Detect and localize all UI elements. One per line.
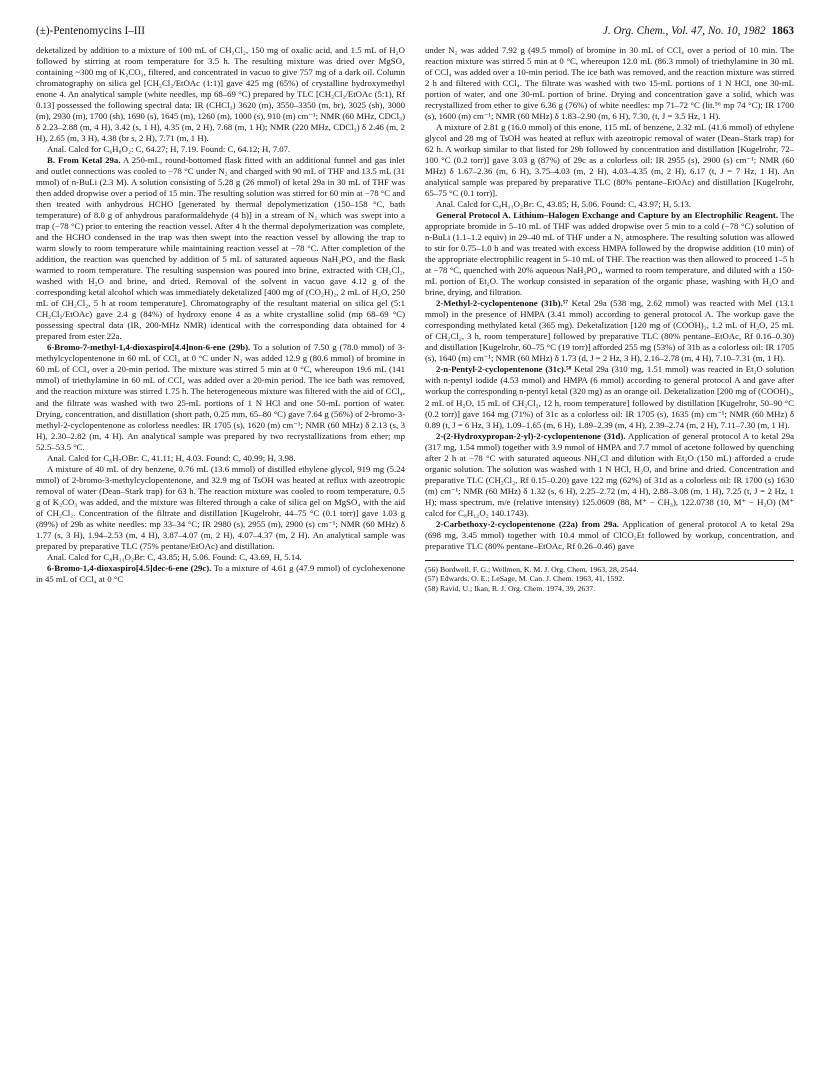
paragraph-text: Application of general protocol A to ketal 29a (698 mg, 3.45 mmol) together with 10.4 mmol of ClCO₂Et followed by workup, concentration, and preparative TLC (80% pentane–EtOAc, Rf 0.26–0.46) gave: [425, 518, 794, 551]
paragraph: [425, 519, 794, 552]
footnote: (56) Bordwell, F. G.; Wellmen, K. M. J. Org. Chem. 1963, 28, 2544.: [425, 564, 639, 574]
paragraph: [36, 563, 405, 585]
paragraph-text: A 250-mL, round-bottomed flask fitted with an additional funnel and gas inlet and outlet connections was cooled to −78 °C under N₂ and charged with 90 mL of THF and 13.5 mL (31 mmol) of n-BuLi (2.3 M). A solution consisting of 5.28 g (26 mmol) of ketal 29a in 30 mL of THF was then added dropwise over a period of 15 min. The resulting solution was stirred for 60 min at −78 °C and then treated with anhydrous HCHO [generated by thermal depolymerization (150–158 °C, bath temperature) of 8.0 g of anhydrous paraformaldehyde (4 h)] in a stream of N₂ which was swept into a trap (−78 °C) prior to entering the reaction vessel. After 4 h the thermal depolymerization was complete, and the HCHO condensed in the trap was then swept into the reaction vessel by allowing the trap to warm slowly to room temperature while maintaining reaction vessel at −78 °C. After completion of the addition, the reaction was quenched by addition of 5 mL of saturated aqueous NaH₂PO₄ and the flask warmed to room temperature. The resulting suspension was poured into brine, extracted with CH₂Cl₂, washed with H₂O and brine, and dried. Removal of the solvent in vacuo gave 4.12 g of the corresponding ketal alcohol which was immediately deketalized [400 mg of (CO₂H)₂, 2 mL of H₂O, 250 mL of CH₂Cl₂, 5 h at room temperature]. Chromatography of the resultant material on silica gel (5:1 CH₂Cl₂/EtOAc) gave 2.4 g (84%) of hydroxy enone 4 as a white crystalline solid (mp 68–69 °C) possessing spectral data (IR, 200-MHz NMR) identical with the corresponding data obtained for 4 prepared from ester 22a.: [36, 155, 405, 342]
paragraph: [425, 210, 794, 298]
footnote: (57) Edwards, O. E.; LeSage, M. Can. J. Chem. 1963, 41, 1592.: [425, 574, 625, 584]
paragraph-text: To a solution of 7.50 g (78.0 mmol) of 3-methylcyclopentenone in 60 mL of CCl₄ at 0 °C under N₂ was added 12.9 g (80.6 mmol) of bromine in 60 mL of CCl₄ over a 20-min period. The mixture was stirred 5 min at 0 °C, whereupon 19.6 mL (141 mmol) of triethylamine in 60 mL of CCl₄ was added over a 20-min period. The ice bath was removed, and the reaction mixture was stirred 1.75 h. The heterogeneous mixture was filtered with the aid of CCl₄, and the filtrate was washed with two 25-mL portions of 1 N HCl and one 50-mL portion of water. Drying, concentration, and distillation (short path, 0.25 mm, 65–80 °C) gave 7.64 g (56%) of 2-bromo-3-methyl-2-cyclopentenone as colorless needles: IR 1705 (s), 1620 (m) cm⁻¹; NMR (60 MHz) δ 2.13 (s, 3 H), 2.30–2.82 (m, 4 H). An analytical sample was prepared by two recrystallizations from ether; mp 52.5–53.5 °C.: [36, 342, 405, 452]
paragraph-text: under N₂ was added 7.92 g (49.5 mmol) of bromine in 30 mL of CCl₄ over a period of 10 min. The reaction mixture was stirred 5 min at 0 °C, whereupon 12.0 mL (86.3 mmol) of triethylamine in 30 mL of CCl₄ was added over a 10-min period. The ice bath was removed, and the reaction mixture was stirred 2 h and filtered with CCl₄. The filtrate was washed with two 15-mL portions of 1 N HCl, one 30-mL portion of water, and one 30-mL portion of brine. Drying and concentration gave a solid, which was recrystallized from ether to give 6.36 g (76%) of white needles: mp 71–72 °C (lit.⁵⁶ mp 74 °C); IR 1700 (s), 1600 (m) cm⁻¹; NMR (60 MHz) δ 1.83–2.90 (m, 6 H), 7.30, (t, J = 3.5 Hz, 1 H).: [425, 45, 794, 122]
section-heading: 6-Bromo-7-methyl-1,4-dioxaspiro[4.4]non-6-ene (29b).: [47, 342, 251, 353]
page-number: 1863: [771, 25, 794, 37]
paragraph: [36, 155, 405, 342]
paragraph-text: The appropriate bromide in 5–10 mL of THF was added dropwise over 5 min to a cold (−78 °C) solution of n-BuLi (1.1–1.2 equiv) in 29–40 mL of THF under a N₂ atmosphere. The resulting solution was allowed to stir for 0.75–1.0 h and was treated with excess HMPA followed by the dropwise addition (10 min) of the appropriate electrophilic reagent in 5–10 mL of THF. The reaction was then allowed to proceed 1–5 h at −78 °C, quenched with 20% aqueous NaH₂PO₄, warmed to room temperature, and diluted with a 150-mL portion of Et₂O. The workup consisted in separation of the organic phase, washing with H₂O and brine, drying, and filtration.: [425, 210, 794, 298]
paragraph-text: Anal. Calcd for C₈H₁₁O₂Br: C, 43.85; H, 5.06. Found: C, 43.69, H, 5.14.: [47, 551, 302, 562]
right-column-body: [425, 45, 794, 552]
paragraph: [425, 45, 794, 122]
left-column: [36, 45, 405, 585]
paragraph: [36, 144, 405, 155]
running-header: [36, 24, 794, 38]
section-heading: General Protocol A. Lithium–Halogen Exchange and Capture by an Electrophilic Reagent.: [436, 210, 778, 221]
paragraph: [425, 431, 794, 519]
paragraph: [425, 298, 794, 364]
paragraph: [36, 342, 405, 452]
paragraph: [36, 552, 405, 563]
paragraph-text: deketalized by addition to a mixture of 100 mL of CH₂Cl₂, 150 mg of oxalic acid, and 1.5 mL of H₂O followed by stirring at room temperature for 3.5 h. The resulting mixture was dried over MgSO₄ containing ~300 mg of K₂CO₃, filtered, and concentrated in vacuo to give 757 mg of a dark oil. Column chromatography on silica gel [CH₂Cl₂/EtOAc (1:1)] gave 425 mg (65%) of crystalline hydroxymethyl enone 4. An analytical sample (white needles, mp 68–69 °C) prepared by TLC [CH₂Cl₂/EtOAc (5:1), Rf 0.13] possessed the following spectral data: IR (CHCl₃) 3620 (m), 3550–3350 (m, br), 3025 (sh), 3000 (m), 2930 (m), 1700 (sh), 1690 (s), 1645 (m), 1260 (m), 1000 (s), 910 (m) cm⁻¹; NMR (60 MHz, CDCl₃) δ 2.23–2.88 (m, 4 H), 3.42 (s, 1 H), 4.35 (m, 2 H), 7.68 (m, 1 H); NMR (220 MHz, CDCl₃) δ 2.46 (m, 2 H), 2.65 (m, 3 H), 4.38 (br s, 2 H), 7.71 (m, 1 H).: [36, 45, 405, 144]
section-heading: 2-Methyl-2-cyclopentenone (31b).⁵⁷: [436, 298, 569, 309]
journal-name: J. Org. Chem., Vol. 47, No. 10, 1982: [602, 25, 766, 37]
footnotes: [425, 560, 794, 594]
paragraph: [425, 364, 794, 430]
section-heading: 2-n-Pentyl-2-cyclopentenone (31c).⁵⁸: [436, 364, 572, 375]
section-heading: 2-(2-Hydroxypropan-2-yl)-2-cyclopentenone (31d).: [436, 430, 626, 441]
journal-citation: [603, 24, 794, 38]
section-heading: B. From Ketal 29a.: [47, 155, 121, 166]
section-heading: 6-Bromo-1,4-dioxaspiro[4.5]dec-6-ene (29c).: [47, 562, 212, 573]
paragraph-text: A mixture of 2.81 g (16.0 mmol) of this enone, 115 mL of benzene, 2.32 mL (41.6 mmol) of ethylene glycol and 28 mg of TsOH was heated at reflux with azeotropic removal of water (Dean–Stark trap) for 62 h. A workup similar to that listed for 29b followed by concentration and distillation [Kugelrohr, 72–100 °C (0.2 torr)] gave 3.03 g (87%) of 29c as a colorless oil: IR 2955 (s), 2900 (s) cm⁻¹; NMR (60 MHz) δ 1.67–2.36 (m, 6 H), 3.75–4.03 (m, 2 H), 4.03–4.35 (m, 2 H), 6.17 (t, J = 7 Hz, 1 H). An analytical sample was prepared by preparative TLC (80% pentane–EtOAc) and distillation [Kugelrohr, 65–75 °C (0.1 torr)].: [425, 122, 794, 199]
paragraph-text: Application of general protocol A to ketal 29a (317 mg, 1.54 mmol) together with 3.9 mmol of HMPA and 7.7 mmol of acetone followed by quenching after 2 h at −78 °C with saturated aqueous NH₄Cl and dilution with Et₂O (150 mL) afforded a crude organic solution. The solution was washed with 1 N HCl, H₂O, and brine and dried. Concentration and preparative TLC (CH₂Cl₂, Rf 0.15–0.20) gave 122 mg (62%) of 31d as a colorless oil: IR 1700 (s) 1630 (m) cm⁻¹; NMR (60 MHz) δ 1.32 (s, 6 H), 2.25–2.72 (m, 4 H), 2.88–3.08 (m, 1 H), 7.25 (t, J = 2 Hz, 1 H); mass spectrum, m/e (relative intensity) 125.0609 (88, M⁺ − CH₃), 122.0738 (10, M⁺ − H₂O) (M⁺ calcd for C₈H₁₂O₂ 140.1743).: [425, 430, 794, 518]
footnote: (58) Ravid, U.; Ikan, R. J. Org. Chem. 1974, 39, 2637.: [425, 583, 596, 593]
right-column: [425, 45, 794, 594]
paragraph-text: Anal. Calcd for C₆H₈O₂: C, 64.27; H, 7.19. Found: C, 64.12; H, 7.07.: [47, 144, 291, 155]
paragraph-text: Ketal 29a (310 mg, 1.51 mmol) was reacted in Et₂O solution with n-pentyl iodide (4.53 mmol) and HMPA (6 mmol) according to general protocol A and gave after workup the corresponding n-pentyl ketal (320 mg) as an orange oil. Deketalization [200 mg of (COOH)₂, 2 mL of H₂O, 15 mL of CH₂Cl₂, 12 h, room temperature] followed by distillation [Kugelrohr, 50–90 °C (0.2 torr)] gave 164 mg (71%) of 31c as a colorless oil: IR 1705 (s), 1635 (m) cm⁻¹; NMR (60 MHz) δ 0.89 (t, J = 6 Hz, 3 H), 1.09–1.65 (m, 6 H), 1.89–2.39 (m, 4 H), 2.39–2.74 (m, 2 H), 7.11–7.30 (m, 1 H).: [425, 364, 794, 430]
paragraph-text: Anal. Calcd for C₈H₁₁O₂Br: C, 43.85; H, 5.06. Found: C, 43.97; H, 5.13.: [436, 199, 692, 210]
section-heading: 2-Carbethoxy-2-cyclopentenone (22a) from 29a.: [436, 518, 619, 529]
paragraph-text: A mixture of 40 mL of dry benzene, 0.76 mL (13.6 mmol) of distilled ethylene glycol, 919 mg (5.24 mmol) of 2-bromo-3-methylcyclopentenone, and 32.9 mg of TsOH was heated at reflux with azeotropic removal of water (Dean–Stark trap) for 63 h. The reaction mixture was cooled to room temperature, 0.5 g of K₂CO₃ was added, and the mixture was filtered through a cake of silica gel on MgSO₄ with the aid of CH₂Cl₂. Concentration of the filtrate and distillation [Kugelrohr, 44–75 °C (0.1 torr)] gave 1.03 g (89%) of 29b as white needles: mp 33–34 °C; IR 2980 (s), 2955 (m), 2900 (s) cm⁻¹; NMR (60 MHz) δ 1.77 (s, 3 H), 1.94–2.53 (m, 4 H), 3.87–4.07 (m, 2 H), 4.07–4.37 (m, 2 H). An analytical sample was prepared by preparative TLC (75% pentane/EtOAc) and distillation.: [36, 463, 405, 551]
paragraph-text: Ketal 29a (538 mg, 2.62 mmol) was reacted with MeI (13.1 mmol) in the presence of HMPA (3.41 mmol) according to general protocol A. The workup gave the corresponding methylated ketal (365 mg). Deketalization [120 mg of (COOH)₂, 1.2 mL of H₂O, 25 mL of CH₂Cl₂, 3 h, room temperature] followed by preparative TLC (80% pentane–EtOAc, Rf 0.16–0.30) and distillation [Kugelrohr, 60–75 °C (19 torr)] afforded 255 mg (53%) of 31b as a colorless oil: IR 1705 (s), 1640 (m) cm⁻¹; NMR (60 MHz) δ 1.73 (d, J = 2 Hz, 3 H), 2.16–2.78 (m, 4 H), 7.10–7.31 (m, 1 H).: [425, 298, 795, 364]
running-title: (±)-Pentenomycins I–III: [36, 25, 145, 37]
paragraph: [36, 45, 405, 144]
paragraph-text: To a mixture of 4.61 g (47.9 mmol) of cyclohexenone in 45 mL of CCl₄ at 0 °C: [36, 562, 406, 584]
paragraph: [425, 122, 794, 199]
paragraph-text: Anal. Calcd for C₆H₇OBr: C, 41.11; H, 4.03. Found: C, 40.99; H, 3.98.: [47, 452, 296, 463]
paragraph: [425, 199, 794, 210]
paragraph: [36, 453, 405, 464]
paragraph: [36, 464, 405, 552]
